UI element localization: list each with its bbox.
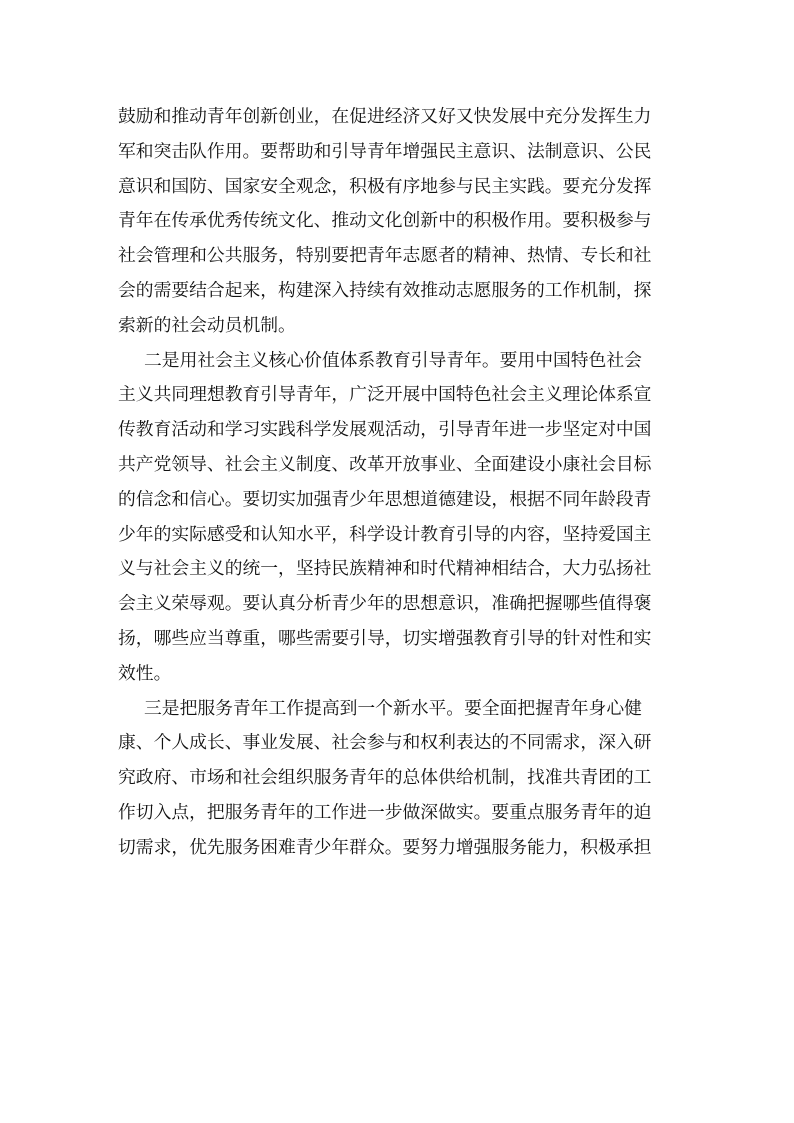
text-line: 扬，哪些应当尊重，哪些需要引导，切实增强教育引导的针对性和实 bbox=[118, 627, 652, 649]
text-line: 究政府、市场和社会组织服务青年的总体供给机制，找准共青团的工 bbox=[118, 767, 652, 789]
text-line: 切需求，优先服务困难青少年群众。要努力增强服务能力，积极承担 bbox=[118, 836, 652, 858]
paragraph-start-line: 二是用社会主义核心价值体系教育引导青年。要用中国特色社会 bbox=[144, 349, 642, 371]
text-line: 少年的实际感受和认知水平，科学设计教育引导的内容，坚持爱国主 bbox=[118, 523, 652, 545]
text-line: 军和突击队作用。要帮助和引导青年增强民主意识、法制意识、公民 bbox=[118, 140, 652, 162]
text-line: 义与社会主义的统一，坚持民族精神和时代精神相结合，大力弘扬社 bbox=[118, 558, 652, 580]
text-line: 会主义荣辱观。要认真分析青少年的思想意识，准确把握哪些值得褒 bbox=[118, 593, 652, 615]
text-line: 的信念和信心。要切实加强青少年思想道德建设，根据不同年龄段青 bbox=[118, 488, 652, 510]
paragraph-start-line: 三是把服务青年工作提高到一个新水平。要全面把握青年身心健 bbox=[144, 697, 642, 719]
text-line: 效性。 bbox=[118, 662, 172, 684]
text-line: 共产党领导、社会主义制度、改革开放事业、全面建设小康社会目标 bbox=[118, 453, 652, 475]
text-line: 作切入点，把服务青年的工作进一步做深做实。要重点服务青年的迫 bbox=[118, 801, 652, 823]
text-line: 索新的社会动员机制。 bbox=[118, 314, 296, 336]
text-line: 会的需要结合起来，构建深入持续有效推动志愿服务的工作机制，探 bbox=[118, 279, 652, 301]
text-line: 青年在传承优秀传统文化、推动文化创新中的积极作用。要积极参与 bbox=[118, 210, 652, 232]
text-line: 康、个人成长、事业发展、社会参与和权利表达的不同需求，深入研 bbox=[118, 732, 652, 754]
text-line: 社会管理和公共服务，特别要把青年志愿者的精神、热情、专长和社 bbox=[118, 245, 652, 267]
text-line: 意识和国防、国家安全观念，积极有序地参与民主实践。要充分发挥 bbox=[118, 175, 652, 197]
document-body bbox=[118, 100, 683, 866]
text-line: 主义共同理想教育引导青年，广泛开展中国特色社会主义理论体系宣 bbox=[118, 384, 652, 406]
text-line: 鼓励和推动青年创新创业，在促进经济又好又快发展中充分发挥生力 bbox=[118, 106, 652, 127]
text-line: 传教育活动和学习实践科学发展观活动，引导青年进一步坚定对中国 bbox=[118, 419, 652, 441]
